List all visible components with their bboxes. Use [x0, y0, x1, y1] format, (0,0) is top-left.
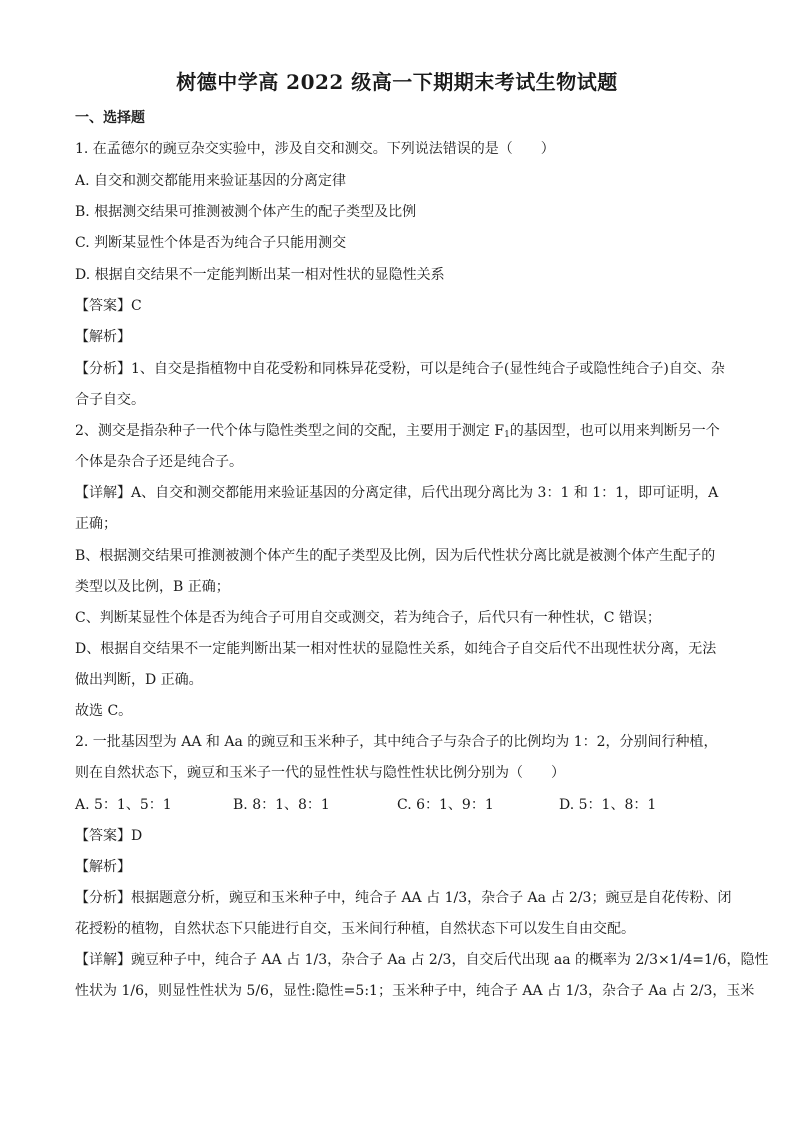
question-2-stem: 2. 一批基因型为 AA 和 Aa 的豌豆和玉米种子，其中纯合子与杂合子的比例均为 1：2，分别间行种植， [75, 734, 718, 750]
question-1-option-d: D. 根据自交结果不一定能判断出某一相对性状的显隐性关系 [75, 267, 445, 283]
question-2-option-d: D. 5：1、8：1 [559, 797, 657, 813]
question-1-option-a: A. 自交和测交都能用来验证基因的分离定律 [75, 173, 347, 189]
question-1-detail-line: B、根据测交结果可推测被测个体产生的配子类型及比例，因为后代性状分离比就是被测个体产生配子的 [75, 548, 716, 564]
question-1-option-c: C. 判断某显性个体是否为纯合子只能用测交 [75, 235, 347, 251]
question-2-option-a: A. 5：1、5：1 [75, 797, 172, 813]
question-1-detail-line: C、判断某显性个体是否为纯合子可用自交或测交，若为纯合子，后代只有一种性状，C 错误； [75, 610, 661, 626]
subscript: 1 [504, 430, 510, 440]
question-2-option-c: C. 6：1、9：1 [397, 797, 494, 813]
question-1-analysis-line: 个体是杂合子还是纯合子。 [75, 454, 243, 470]
page-title: 树德中学高 2022 级高一下期期末考试生物试题 [176, 70, 618, 94]
question-2-detail-line: 【详解】豌豆种子中，纯合子 AA 占 1/3，杂合子 Aa 占 2/3，自交后代出现 aa 的概率为 2/3×1/4=1/6，隐性 [75, 952, 769, 968]
question-2-answer: 【答案】D [75, 828, 143, 844]
question-1-detail-line: 【详解】A、自交和测交都能用来验证基因的分离定律，后代出现分离比为 3：1 和 1：1，即可证明，A [75, 485, 719, 501]
question-2-analysis-label: 【解析】 [75, 859, 131, 875]
question-2-stem: 则在自然状态下，豌豆和玉米子一代的显性性状与隐性性状比例分别为（ ） [75, 765, 565, 781]
question-1-analysis-label: 【解析】 [75, 329, 131, 345]
question-1-stem: 1. 在孟德尔的豌豆杂交实验中，涉及自交和测交。下列说法错误的是（ ） [75, 141, 555, 157]
question-1-analysis-line: 合子自交。 [75, 392, 145, 408]
question-1-conclusion: 故选 C。 [75, 703, 133, 719]
question-1-option-b: B. 根据测交结果可推测被测个体产生的配子类型及比例 [75, 204, 417, 220]
analysis-text: 2、测交是指杂种子一代个体与隐性类型之间的交配，主要用于测定 F [75, 423, 505, 439]
question-1-answer: 【答案】C [75, 298, 142, 314]
question-1-detail-line: D、根据自交结果不一定能判断出某一相对性状的显隐性关系，如纯合子自交后代不出现性状分离，无法 [75, 641, 717, 657]
question-1-detail-line: 正确； [75, 516, 117, 532]
question-1-detail-line: 类型以及比例，B 正确； [75, 579, 230, 595]
question-2-analysis-line: 花授粉的植物，自然状态下只能进行自交，玉米间行种植，自然状态下可以发生自由交配。 [75, 921, 635, 937]
question-1-analysis-line [75, 421, 725, 445]
question-1-detail-line: 做出判断，D 正确。 [75, 672, 203, 688]
question-2-option-b: B. 8：1、8：1 [233, 797, 330, 813]
analysis-text: 的基因型，也可以用来判断另一个 [509, 423, 720, 439]
question-1-analysis-line: 【分析】1、自交是指植物中自花受粉和同株异花受粉，可以是纯合子(显性纯合子或隐性纯合子)自交、杂 [75, 361, 725, 377]
section-heading: 一、选择题 [75, 110, 145, 126]
question-2-analysis-line: 【分析】根据题意分析，豌豆和玉米种子中，纯合子 AA 占 1/3，杂合子 Aa 占 2/3；豌豆是自花传粉、闭 [75, 890, 732, 906]
question-2-detail-line: 性状为 1/6，则显性性状为 5/6，显性:隐性=5:1；玉米种子中，纯合子 AA 占 1/3，杂合子 Aa 占 2/3，玉米 [75, 983, 755, 999]
